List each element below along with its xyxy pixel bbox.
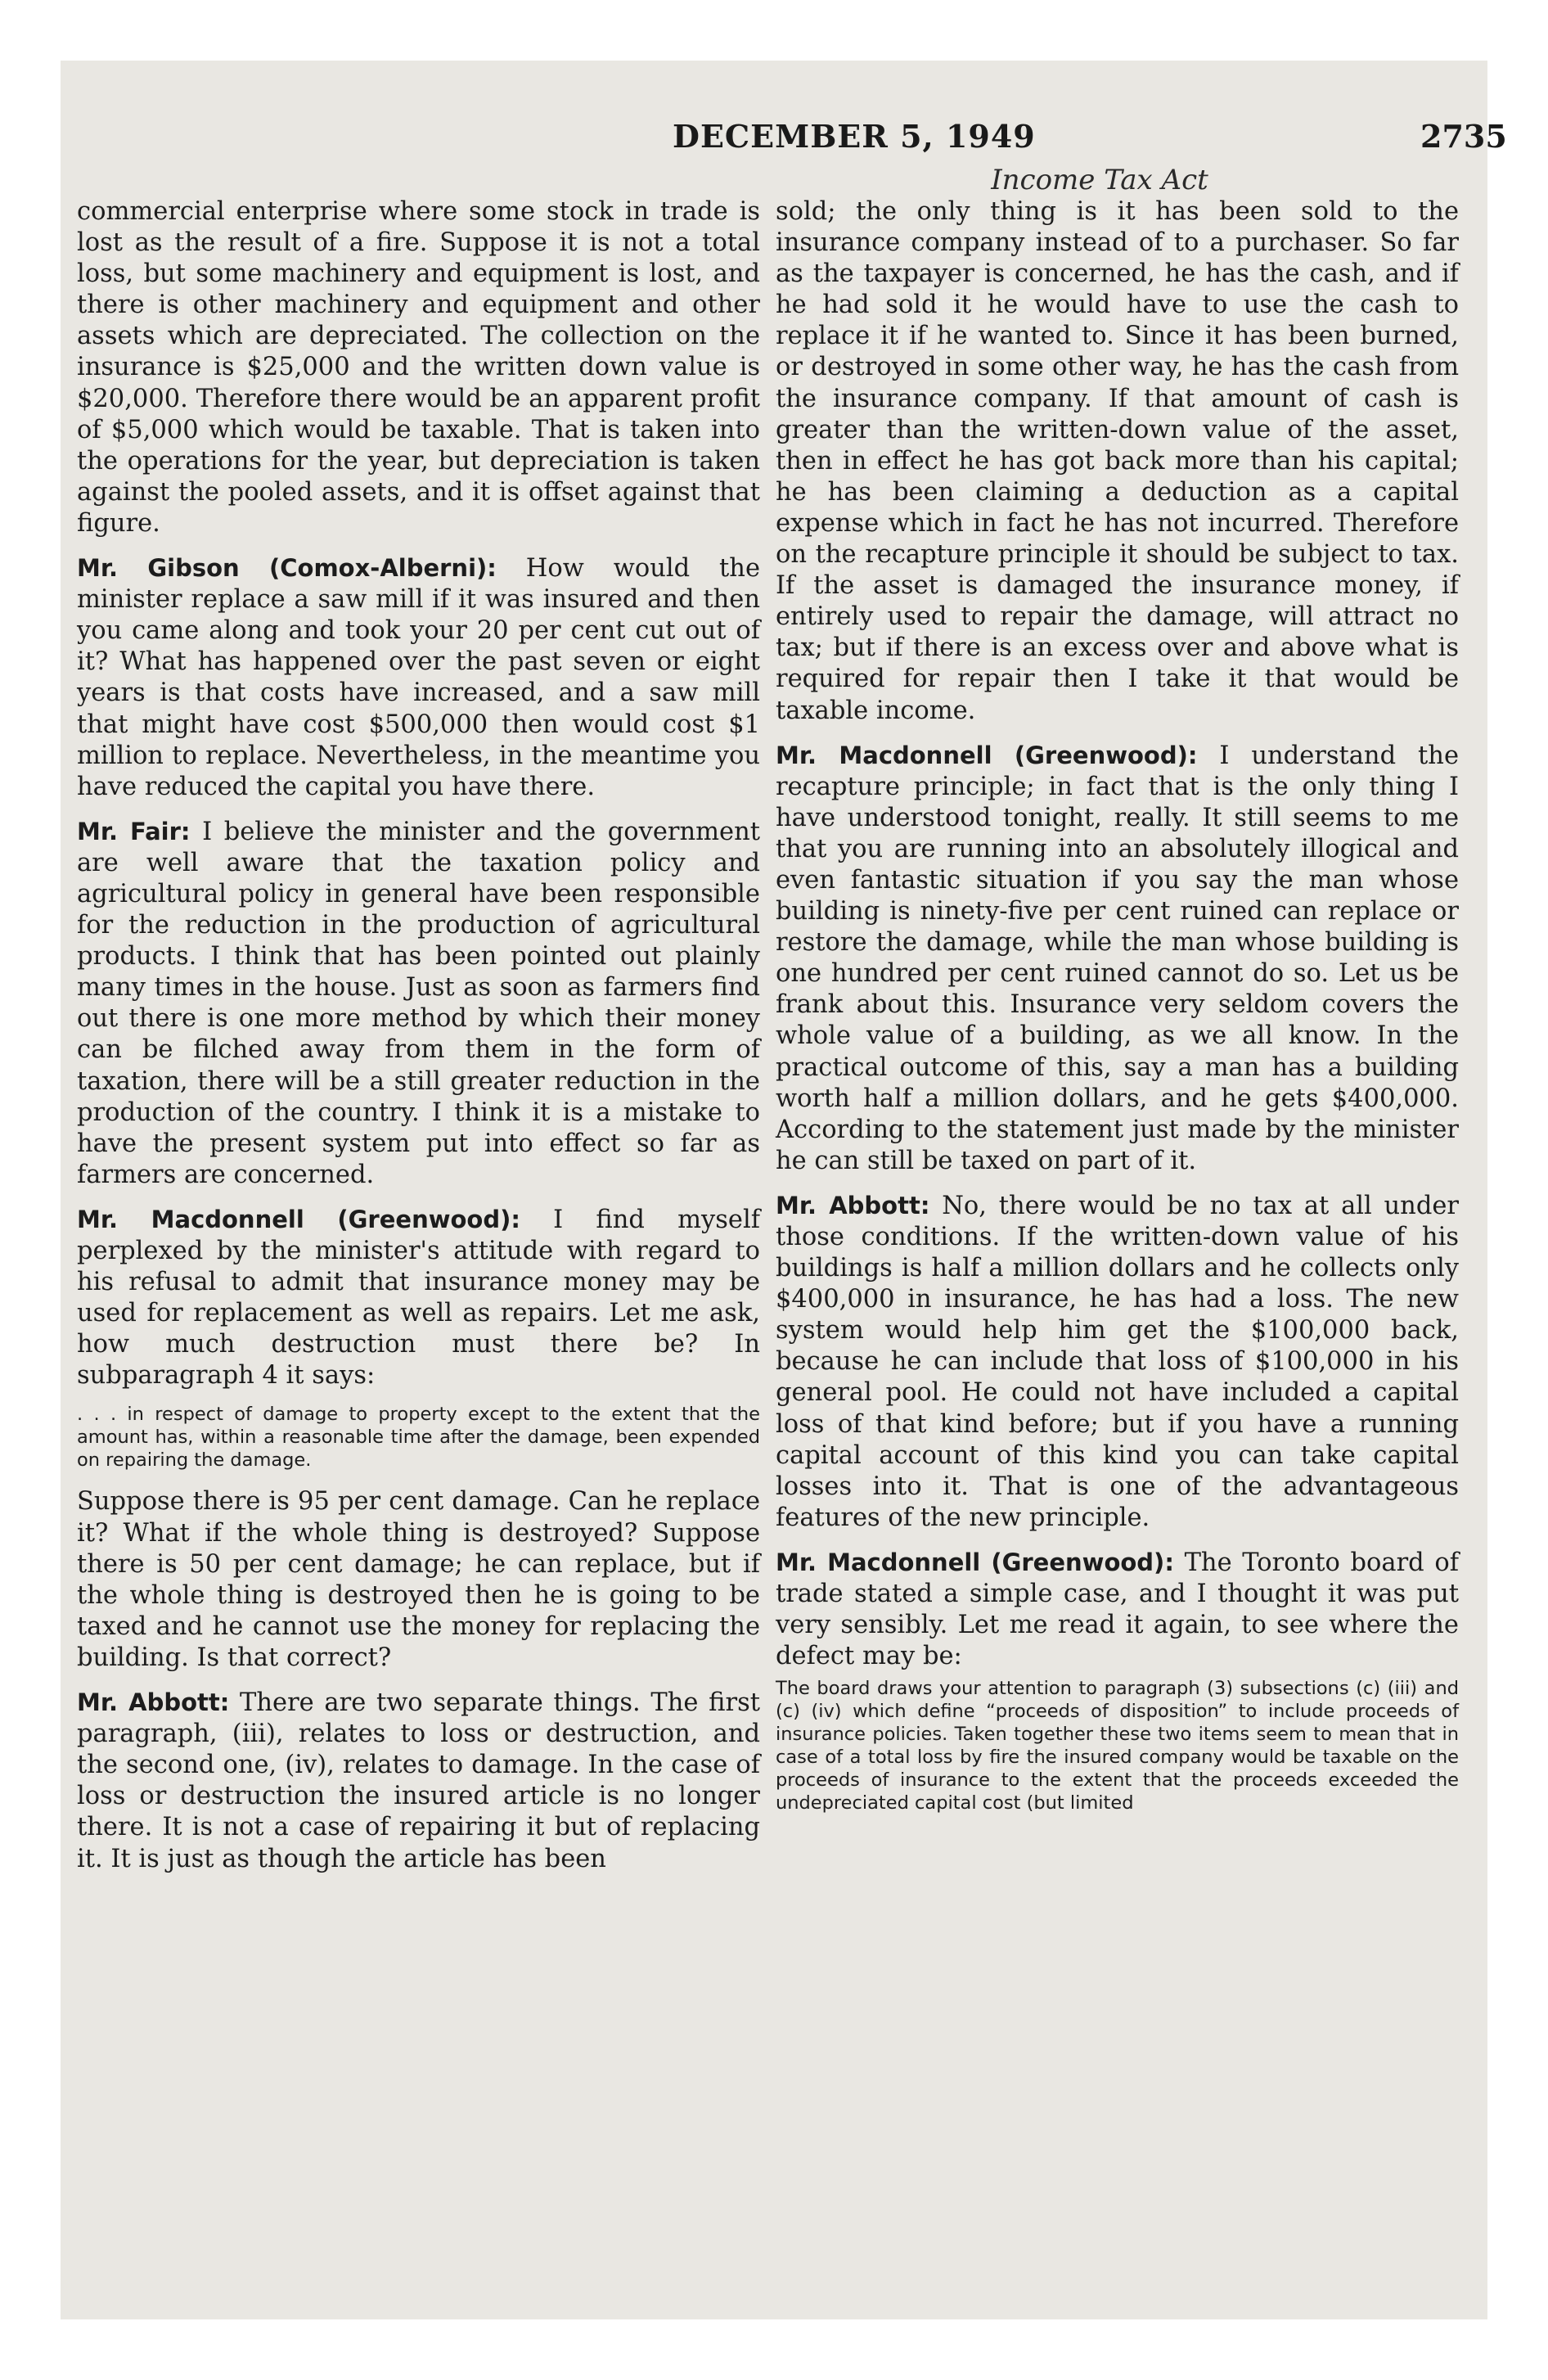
speech-text: I understand the recapture principle; in fact that is the only thing I have understood tonight, really. It still seems to me that you are running into an absolutely illogical and even fantastic situation if you say the man whose building is ninety-five per cent ruined can replace or restore the damage, while the man whose building is one hundred per cent ruined cannot do so. Let us be frank about this. Insurance very seldom covers the whole value of a building, as we all know. In the practical outcome of this, say a man has a building worth half a million dollars, and he gets $400,000. According to the statement just made by the minister he can still be taxed on part of it.: [776, 741, 1459, 1175]
page: [61, 61, 1507, 2319]
speech-text: The Toronto board of trade stated a simple case, and I thought it was put very sensibly. Let me read it again, to see where the defect may be:: [776, 1548, 1460, 1671]
paragraph: Suppose there is 95 per cent damage. Can he replace it? What if the whole thing is destroyed? Suppose there is 50 per cent damage; he can replace, but if the whole thing is destroyed then he is going to be taxed and he cannot use the money for replacing the building. Is that correct?: [77, 1487, 760, 1672]
page-number: 2735: [1420, 118, 1507, 155]
header-date: DECEMBER 5, 1949: [673, 118, 1036, 155]
paragraph: [776, 1547, 1459, 1672]
paragraph: [77, 1687, 760, 1875]
paragraph: [77, 552, 760, 803]
speaker-name: Mr. Macdonnell (Greenwood):: [77, 1205, 520, 1233]
block-quote: . . . in respect of damage to property except to the extent that the amount has, within a reasonable time after the damage, been expended on repairing the damage.: [77, 1404, 760, 1472]
block-quote: The board draws your attention to paragraph (3) subsections (c) (iii) and (c) (iv) which define “proceeds of disposition” to include proceeds of insurance policies. Taken together these two items seem to mean that in case of a total loss by fire the insured company would be taxable on the proceeds of insurance to the extent that the proceeds exceeded the undepreciated capital cost (but limited: [776, 1678, 1459, 1814]
speaker-name: Mr. Gibson (Comox-Alberni):: [77, 554, 497, 583]
speaker-name: Mr. Macdonnell (Greenwood):: [776, 1548, 1174, 1576]
speech-text: I believe the minister and the government are well aware that the taxation policy and agricultural policy in general have been responsible for the reduction in the production of agricultural products. I think that has been pointed out plainly many times in the house. Just as soon as farmers find out there is one more method by which their money can be filched away from them in the form of taxation, there will be a still greater reduction in the production of the country. I think it is a mistake to have the present system put into effect so far as farmers are concerned.: [77, 817, 760, 1189]
speech-text: How would the minister replace a saw mill if it was insured and then you came along and took your 20 per cent cut out of it? What has happened over the past seven or eight years is that costs have increased, and a saw mill that might have cost $500,000 then would cost $1 million to replace. Nevertheless, in the meantime you have reduced the capital you have there.: [77, 554, 760, 801]
speech-text: There are two separate things. The first paragraph, (iii), relates to loss or destruction, and the second one, (iv), relates to damage. In the case of loss or destruction the insured article is no longer there. It is not a case of repairing it but of replacing it. It is just as though the article has been: [77, 1688, 760, 1873]
speech-text: No, there would be no tax at all under those conditions. If the written-down value of his buildings is half a million dollars and he collects only $400,000 in insurance, he has had a loss. The new system would help him get the $100,000 back, because he can include that loss of $100,000 in his general pool. He could not have included a capital loss of that kind before; but if you have a running capital account of this kind you can take capital losses into it. That is one of the advantageous features of the new principle.: [776, 1191, 1459, 1532]
paragraph: [776, 740, 1459, 1177]
speaker-name: Mr. Abbott:: [776, 1191, 930, 1219]
running-title: Income Tax Act: [991, 164, 1208, 196]
speaker-name: Mr. Abbott:: [77, 1688, 230, 1717]
left-column: [77, 196, 760, 1875]
paragraph: [77, 816, 760, 1191]
right-column: [776, 196, 1459, 1814]
speaker-name: Mr. Macdonnell (Greenwood):: [776, 741, 1198, 769]
speaker-name: Mr. Fair:: [77, 817, 191, 845]
speech-text: I find myself perplexed by the minister's attitude with regard to his refusal to admit that insurance money may be used for replacement as well as repairs. Let me ask, how much destruction must there be? In subparagraph 4 it says:: [77, 1205, 761, 1391]
paragraph: commercial enterprise where some stock in trade is lost as the result of a fire. Suppose it is not a total loss, but some machinery and equipment is lost, and there is other machinery and equipment and other assets which are depreciated. The collection on the insurance is $25,000 and the written down value is $20,000. Therefore there would be an apparent profit of $5,000 which would be taxable. That is taken into the operations for the year, but depreciation is taken against the pooled assets, and it is offset against that figure.: [77, 197, 760, 538]
paragraph: sold; the only thing is it has been sold to the insurance company instead of to a purchaser. So far as the taxpayer is concerned, he has the cash, and if he had sold it he would have to use the cash to replace it if he wanted to. Since it has been burned, or destroyed in some other way, he has the cash from the insurance company. If that amount of cash is greater than the written-down value of the asset, then in effect he has got back more than his capital; he has been claiming a deduction as a capital expense which in fact he has not incurred. Therefore on the recapture principle it should be subject to tax. If the asset is damaged the insurance money, if entirely used to repair the damage, will attract no tax; but if there is an excess over and above what is required for repair then I take it that would be taxable income.: [776, 197, 1459, 725]
paragraph: [77, 1204, 760, 1392]
paragraph: [776, 1190, 1459, 1534]
